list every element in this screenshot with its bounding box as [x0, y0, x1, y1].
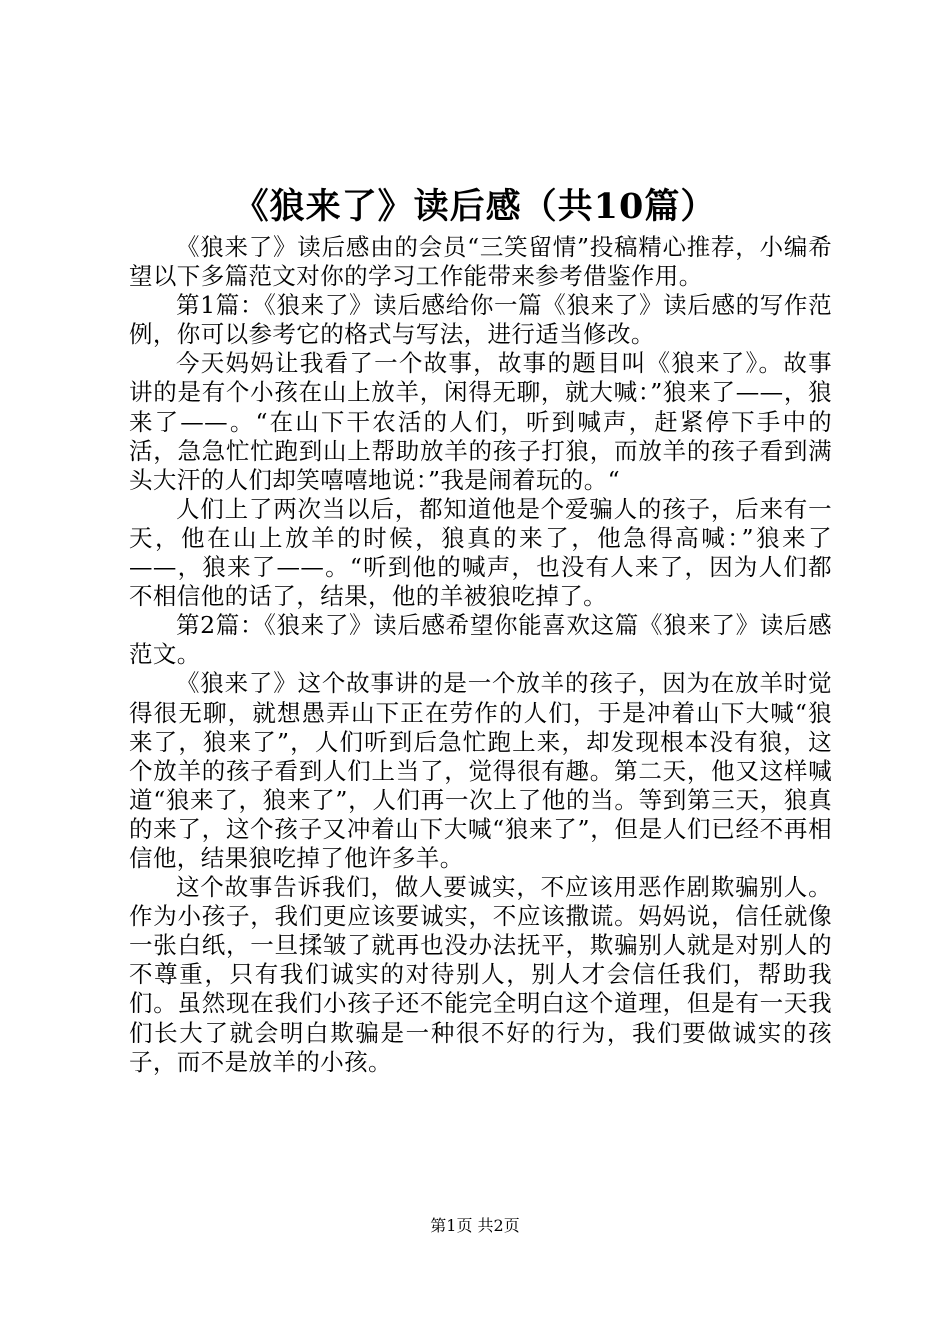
page-number-label: 第1页 共2页 — [430, 1216, 520, 1235]
paragraph-part1-heading: 第1篇：《狼来了》读后感给你一篇《狼来了》读后感的写作范例，你可以参考它的格式与写法，进行适当修改。 — [129, 291, 832, 349]
paragraph-intro: 《狼来了》读后感由的会员“三笑留情”投稿精心推荐，小编希望以下多篇范文对你的学习工作能带来参考借鉴作用。 — [129, 233, 832, 291]
document-title: 《狼来了》读后感（共10篇） — [233, 186, 717, 227]
document-body — [129, 233, 832, 1077]
paragraph-story-end: 人们上了两次当以后，都知道他是个爱骗人的孩子，后来有一天，他在山上放羊的时候，狼真的来了，他急得高喊：”狼来了——，狼来了——。“听到他的喊声，也没有人来了，因为人们都不相信他的话了，结果，他的羊被狼吃掉了。 — [129, 494, 832, 611]
paragraph-part2-heading: 第2篇：《狼来了》读后感希望你能喜欢这篇《狼来了》读后感范文。 — [129, 611, 832, 669]
paragraph-lesson: 这个故事告诉我们，做人要诚实，不应该用恶作剧欺骗别人。作为小孩子，我们更应该要诚实，不应该撒谎。妈妈说，信任就像一张白纸，一旦揉皱了就再也没办法抚平，欺骗别人就是对别人的不尊重，只有我们诚实的对待别人，别人才会信任我们，帮助我们。虽然现在我们小孩子还不能完全明白这个道理，但是有一天我们长大了就会明白欺骗是一种很不好的行为，我们要做诚实的孩子，而不是放羊的小孩。 — [129, 873, 832, 1076]
page-footer — [0, 1215, 950, 1237]
paragraph-story: 今天妈妈让我看了一个故事，故事的题目叫《狼来了》。故事讲的是有个小孩在山上放羊，闲得无聊，就大喊：”狼来了——，狼来了——。“在山下干农活的人们，听到喊声，赶紧停下手中的活，急急忙忙跑到山上帮助放羊的孩子打狼，而放羊的孩子看到满头大汗的人们却笑嘻嘻地说：”我是闹着玩的。“ — [129, 349, 832, 494]
paragraph-part2-story: 《狼来了》这个故事讲的是一个放羊的孩子，因为在放羊时觉得很无聊，就想愚弄山下正在劳作的人们，于是冲着山下大喊“狼来了，狼来了”，人们听到后急忙跑上来，却发现根本没有狼，这个放羊的孩子看到人们上当了，觉得很有趣。第二天，他又这样喊道“狼来了，狼来了”，人们再一次上了他的当。等到第三天，狼真的来了，这个孩子又冲着山下大喊“狼来了”，但是人们已经不再相信他，结果狼吃掉了他许多羊。 — [129, 669, 832, 872]
